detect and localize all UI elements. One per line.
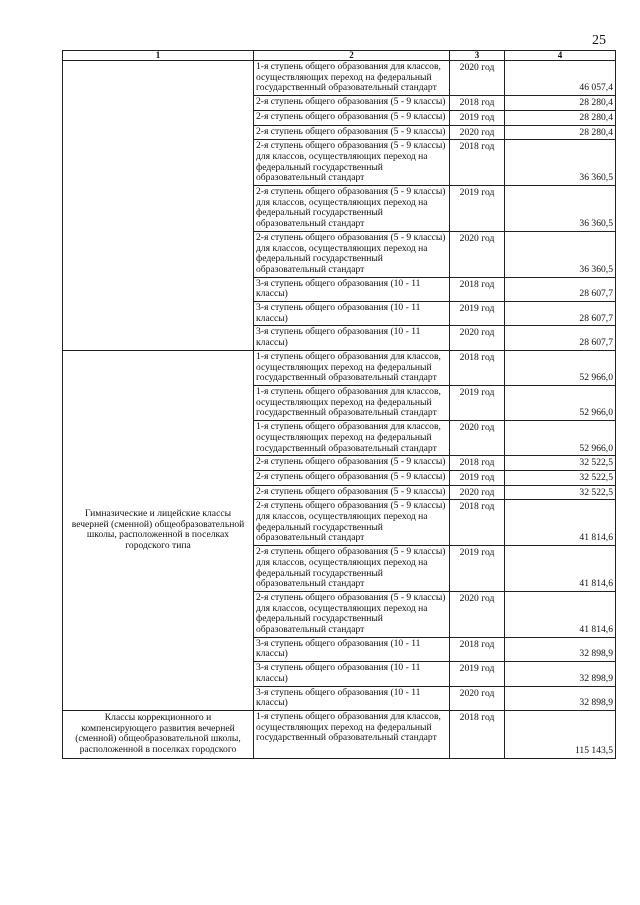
norms-table: [62, 50, 616, 759]
level-cell: 1-я ступень общего образования для классов, осуществляющих переход на федеральный государственный образовательный стандарт: [254, 421, 450, 456]
level-cell: 2-я ступень общего образования (5 - 9 классы) для классов, осуществляющих переход на федеральный государственный образовательный стандарт: [254, 591, 450, 637]
table-body: [63, 61, 616, 759]
page-number: 25: [592, 33, 606, 48]
level-cell: 3-я ступень общего образования (10 - 11 классы): [254, 686, 450, 710]
year-cell: 2020 год: [450, 591, 505, 637]
year-cell: 2019 год: [450, 662, 505, 686]
table-row: [63, 710, 616, 758]
level-cell: 2-я ступень общего образования (5 - 9 классы): [254, 110, 450, 125]
category-cell: Гимназические и лицейские классы вечерней (сменной) общеобразовательной школы, расположенной в поселках городского типа: [63, 350, 254, 710]
year-cell: 2019 год: [450, 110, 505, 125]
value-cell: 28 280,4: [505, 96, 616, 111]
header-row: [63, 51, 616, 61]
header-col-2: 2: [254, 51, 450, 61]
year-cell: 2019 год: [450, 186, 505, 232]
year-cell: 2018 год: [450, 277, 505, 301]
level-cell: 1-я ступень общего образования для классов, осуществляющих переход на федеральный государственный образовательный стандарт: [254, 61, 450, 96]
table-row: [63, 350, 616, 385]
value-cell: 32 898,9: [505, 686, 616, 710]
value-cell: 28 280,4: [505, 110, 616, 125]
year-cell: 2018 год: [450, 710, 505, 758]
value-cell: 41 814,6: [505, 546, 616, 592]
level-cell: 1-я ступень общего образования для классов, осуществляющих переход на федеральный государственный образовательный стандарт: [254, 350, 450, 385]
value-cell: 52 966,0: [505, 421, 616, 456]
level-cell: 2-я ступень общего образования (5 - 9 классы): [254, 485, 450, 500]
level-cell: 2-я ступень общего образования (5 - 9 классы) для классов, осуществляющих переход на федеральный государственный образовательный стандарт: [254, 231, 450, 277]
header-col-1: 1: [63, 51, 254, 61]
value-cell: 52 966,0: [505, 350, 616, 385]
year-cell: 2020 год: [450, 686, 505, 710]
level-cell: 1-я ступень общего образования для классов, осуществляющих переход на федеральный государственный образовательный стандарт: [254, 710, 450, 758]
value-cell: 28 607,7: [505, 326, 616, 350]
year-cell: 2020 год: [450, 326, 505, 350]
level-cell: 3-я ступень общего образования (10 - 11 классы): [254, 326, 450, 350]
level-cell: 3-я ступень общего образования (10 - 11 классы): [254, 277, 450, 301]
year-cell: 2020 год: [450, 421, 505, 456]
year-cell: 2018 год: [450, 96, 505, 111]
value-cell: 46 057,4: [505, 61, 616, 96]
year-cell: 2020 год: [450, 231, 505, 277]
category-cell: [63, 61, 254, 351]
year-cell: 2019 год: [450, 546, 505, 592]
value-cell: 28 280,4: [505, 125, 616, 140]
value-cell: 36 360,5: [505, 186, 616, 232]
table-row: [63, 61, 616, 96]
year-cell: 2018 год: [450, 140, 505, 186]
value-cell: 32 522,5: [505, 485, 616, 500]
year-cell: 2019 год: [450, 385, 505, 420]
year-cell: 2020 год: [450, 125, 505, 140]
level-cell: 2-я ступень общего образования (5 - 9 классы) для классов, осуществляющих переход на федеральный государственный образовательный стандарт: [254, 500, 450, 546]
value-cell: 32 522,5: [505, 470, 616, 485]
year-cell: 2018 год: [450, 350, 505, 385]
value-cell: 115 143,5: [505, 710, 616, 758]
level-cell: 3-я ступень общего образования (10 - 11 классы): [254, 662, 450, 686]
level-cell: 2-я ступень общего образования (5 - 9 классы) для классов, осуществляющих переход на федеральный государственный образовательный стандарт: [254, 186, 450, 232]
value-cell: 41 814,6: [505, 500, 616, 546]
year-cell: 2018 год: [450, 456, 505, 471]
level-cell: 1-я ступень общего образования для классов, осуществляющих переход на федеральный государственный образовательный стандарт: [254, 385, 450, 420]
level-cell: 2-я ступень общего образования (5 - 9 классы): [254, 470, 450, 485]
value-cell: 32 898,9: [505, 637, 616, 661]
header-col-4: 4: [505, 51, 616, 61]
value-cell: 36 360,5: [505, 140, 616, 186]
value-cell: 28 607,7: [505, 302, 616, 326]
category-cell: Классы коррекционного и компенсирующего развития вечерней (сменной) общеобразовательной школы, расположенной в поселках городского: [63, 710, 254, 758]
value-cell: 41 814,6: [505, 591, 616, 637]
level-cell: 2-я ступень общего образования (5 - 9 классы): [254, 96, 450, 111]
value-cell: 36 360,5: [505, 231, 616, 277]
value-cell: 32 898,9: [505, 662, 616, 686]
level-cell: 2-я ступень общего образования (5 - 9 классы) для классов, осуществляющих переход на федеральный государственный образовательный стандарт: [254, 140, 450, 186]
value-cell: 52 966,0: [505, 385, 616, 420]
year-cell: 2018 год: [450, 637, 505, 661]
level-cell: 2-я ступень общего образования (5 - 9 классы): [254, 125, 450, 140]
header-col-3: 3: [450, 51, 505, 61]
value-cell: 28 607,7: [505, 277, 616, 301]
year-cell: 2019 год: [450, 302, 505, 326]
year-cell: 2018 год: [450, 500, 505, 546]
value-cell: 32 522,5: [505, 456, 616, 471]
year-cell: 2020 год: [450, 485, 505, 500]
level-cell: 2-я ступень общего образования (5 - 9 классы) для классов, осуществляющих переход на федеральный государственный образовательный стандарт: [254, 546, 450, 592]
year-cell: 2019 год: [450, 470, 505, 485]
level-cell: 3-я ступень общего образования (10 - 11 классы): [254, 637, 450, 661]
year-cell: 2020 год: [450, 61, 505, 96]
level-cell: 3-я ступень общего образования (10 - 11 классы): [254, 302, 450, 326]
level-cell: 2-я ступень общего образования (5 - 9 классы): [254, 456, 450, 471]
